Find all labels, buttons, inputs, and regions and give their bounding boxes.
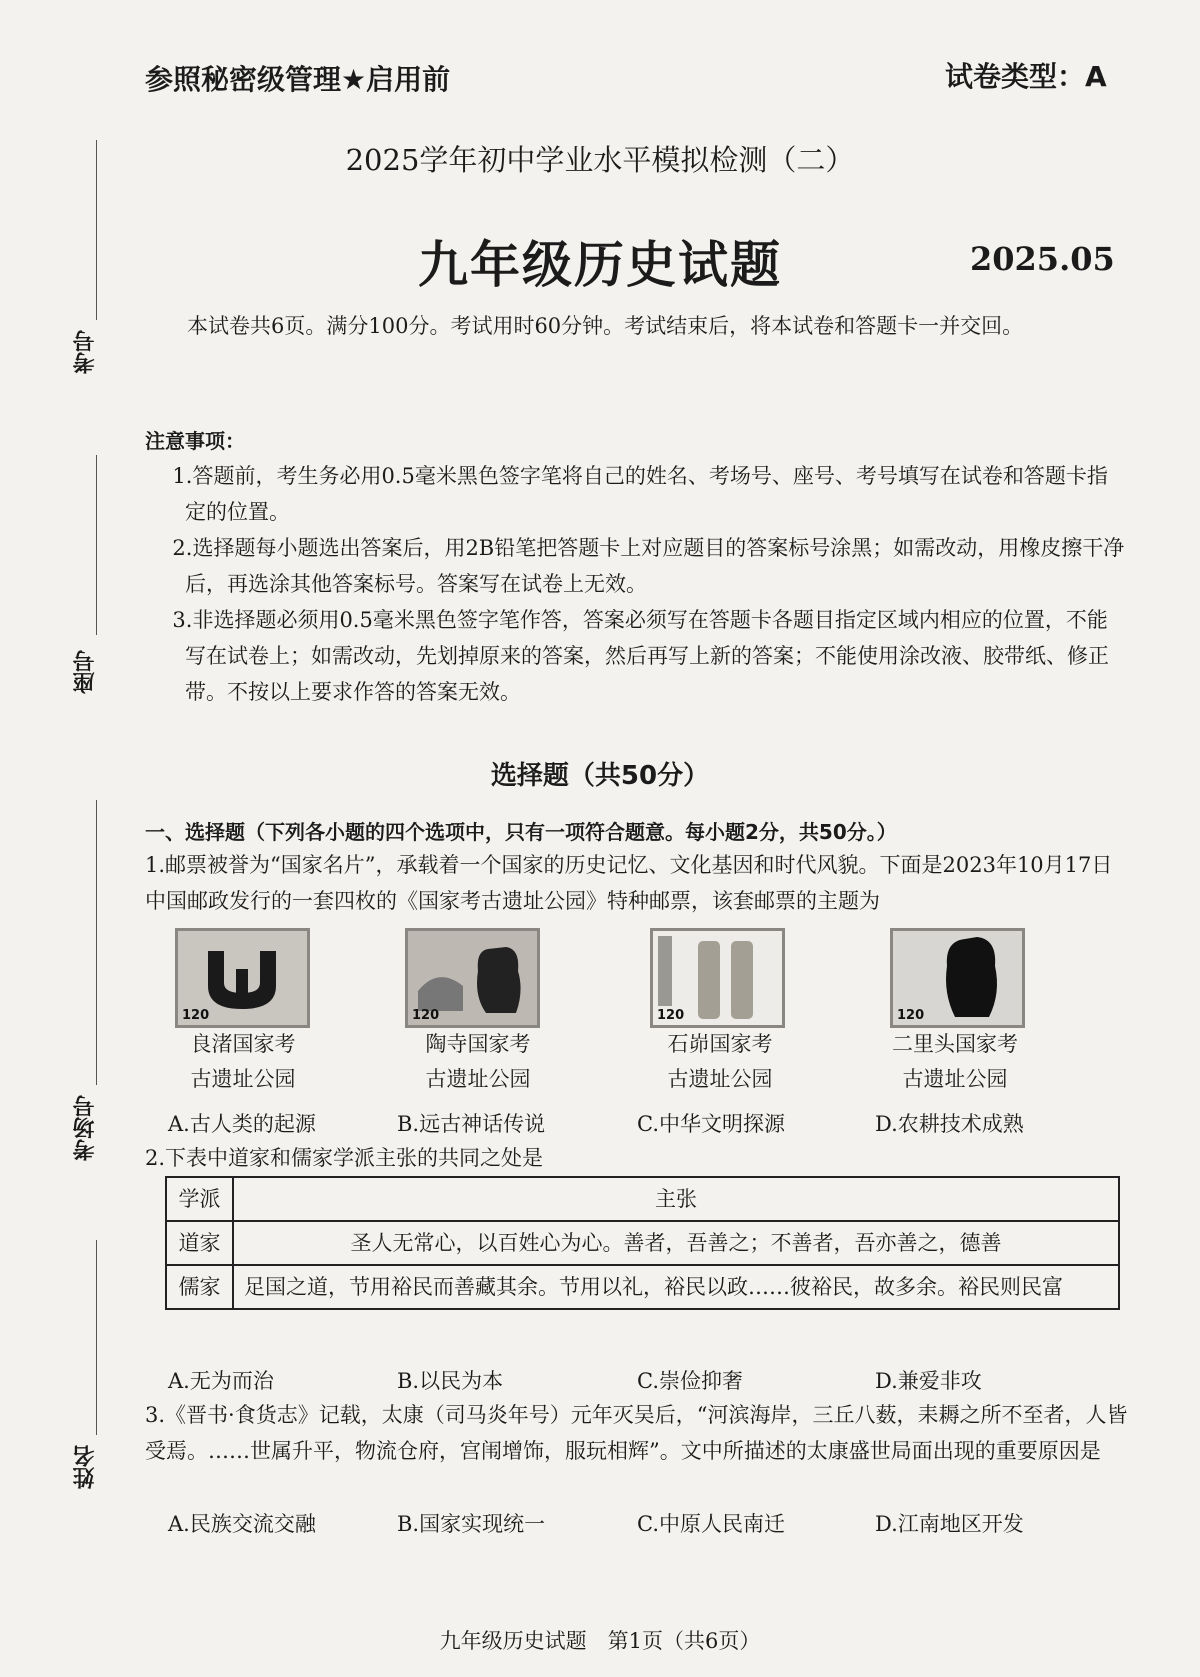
table-row [166, 1221, 1119, 1265]
section-title: 选择题（共50分） [490, 761, 710, 791]
schools-table [165, 1176, 1120, 1310]
side-label-seat-number: 座号 [73, 650, 98, 694]
paper-type-label: 试卷类型：A [945, 60, 1107, 93]
q1-option-d[interactable]: D.农耕技术成熟 [875, 1112, 1024, 1136]
stamp-caption [870, 1027, 1040, 1097]
note-item: 2.选择题每小题选出答案后，用2B铅笔把答题卡上对应题目的答案标号涂黑；如需改动，用橡皮擦干净后，再选涂其他答案标号。答案写在试卷上无效。 [172, 536, 1125, 596]
exam-title: 九年级历史试题 [418, 235, 782, 294]
note-item: 3.非选择题必须用0.5毫米黑色签字笔作答，答案必须写在答题卡各题目指定区域内相应的位置，不能写在试卷上；如需改动，先划掉原来的答案，然后再写上新的答案；不能使用涂改液、胶带纸、修正带。不按以上要求作答的答案无效。 [172, 608, 1109, 704]
stamp-caption-line: 古遗址公园 [667, 1067, 773, 1091]
table-row [166, 1265, 1119, 1309]
exam-intro: 本试卷共6页。满分100分。考试用时60分钟。考试结束后，将本试卷和答题卡一并交回。 [187, 314, 1024, 338]
q3-option-c[interactable]: C.中原人民南迁 [637, 1512, 785, 1536]
stamp-value: 120 [897, 1008, 925, 1023]
stamp-caption-line: 二里头国家考 [892, 1032, 1018, 1056]
q1-option-a[interactable]: A.古人类的起源 [168, 1112, 316, 1136]
binding-line [96, 1240, 97, 1435]
side-label-name: 姓名 [73, 1445, 98, 1489]
binding-line [96, 455, 97, 635]
question-2-stem: 2.下表中道家和儒家学派主张的共同之处是 [145, 1146, 544, 1170]
stamp-shimao [650, 928, 785, 1028]
exam-subtitle: 2025学年初中学业水平模拟检测（二） [345, 143, 855, 177]
stamp-caption [393, 1027, 563, 1097]
q2-option-c[interactable]: C.崇俭抑奢 [637, 1369, 743, 1393]
table-cell-school: 儒家 [166, 1265, 233, 1309]
q1-option-b[interactable]: B.远古神话传说 [397, 1112, 546, 1136]
side-label-room-number: 考场号 [73, 1095, 98, 1161]
table-header-claim: 主张 [233, 1177, 1119, 1221]
q2-option-a[interactable]: A.无为而治 [168, 1369, 274, 1393]
table-cell-claim: 圣人无常心，以百姓心为心。善者，吾善之；不善者，吾亦善之，德善 [233, 1221, 1119, 1265]
stamp-caption-line: 古遗址公园 [190, 1067, 296, 1091]
stamp-value: 120 [657, 1008, 685, 1023]
stamp-caption-line: 陶寺国家考 [425, 1032, 531, 1056]
side-label-exam-number: 考号 [73, 330, 98, 374]
q3-option-b[interactable]: B.国家实现统一 [397, 1512, 546, 1536]
question-3-stem: 3.《晋书·食货志》记载，太康（司马炎年号）元年灭吴后，“河滨海岸，三丘八薮，耒耨之所不至者，人皆受焉。……世属升平，物流仓府，宫闱增饰，服玩相辉”。文中所描述的太康盛世局面出现的重要原因是 [145, 1403, 1128, 1463]
stamp-caption-line: 古遗址公园 [425, 1067, 531, 1091]
notes-heading: 注意事项： [145, 429, 245, 453]
stamp-erlitou [890, 928, 1025, 1028]
stamp-taosi [405, 928, 540, 1028]
table-header-row [166, 1177, 1119, 1221]
table-cell-school: 道家 [166, 1221, 233, 1265]
question-1-stem: 1.邮票被誉为“国家名片”，承载着一个国家的历史记忆、文化基因和时代风貌。下面是2023年10月17日中国邮政发行的一套四枚的《国家考古遗址公园》特种邮票，该套邮票的主题为 [145, 853, 1113, 913]
q2-option-b[interactable]: B.以民为本 [397, 1369, 504, 1393]
confidentiality-label: 参照秘密级管理★启用前 [145, 63, 451, 96]
q3-option-a[interactable]: A.民族交流交融 [168, 1512, 316, 1536]
q3-option-d[interactable]: D.江南地区开发 [875, 1512, 1024, 1536]
stamp-caption [635, 1027, 805, 1097]
stamp-caption-line: 石峁国家考 [667, 1032, 773, 1056]
page-footer: 九年级历史试题 第1页（共6页） [439, 1629, 761, 1653]
stamp-caption-line: 古遗址公园 [902, 1067, 1008, 1091]
part-title: 一、选择题（下列各小题的四个选项中，只有一项符合题意。每小题2分，共50分。） [145, 820, 897, 844]
stamp-caption [158, 1027, 328, 1097]
note-item: 1.答题前，考生务必用0.5毫米黑色签字笔将自己的姓名、考场号、座号、考号填写在试卷和答题卡指定的位置。 [172, 464, 1108, 524]
binding-line [96, 140, 97, 320]
table-cell-claim: 足国之道，节用裕民而善藏其余。节用以礼，裕民以政……彼裕民，故多余。裕民则民富 [233, 1265, 1119, 1309]
q2-option-d[interactable]: D.兼爱非攻 [875, 1369, 982, 1393]
table-header-school: 学派 [166, 1177, 233, 1221]
stamp-caption-line: 良渚国家考 [190, 1032, 296, 1056]
stamp-liangzhu [175, 928, 310, 1028]
stamp-value: 120 [182, 1008, 210, 1023]
exam-date: 2025.05 [970, 240, 1115, 278]
q1-option-c[interactable]: C.中华文明探源 [637, 1112, 785, 1136]
binding-line [96, 800, 97, 1085]
stamp-value: 120 [412, 1008, 440, 1023]
